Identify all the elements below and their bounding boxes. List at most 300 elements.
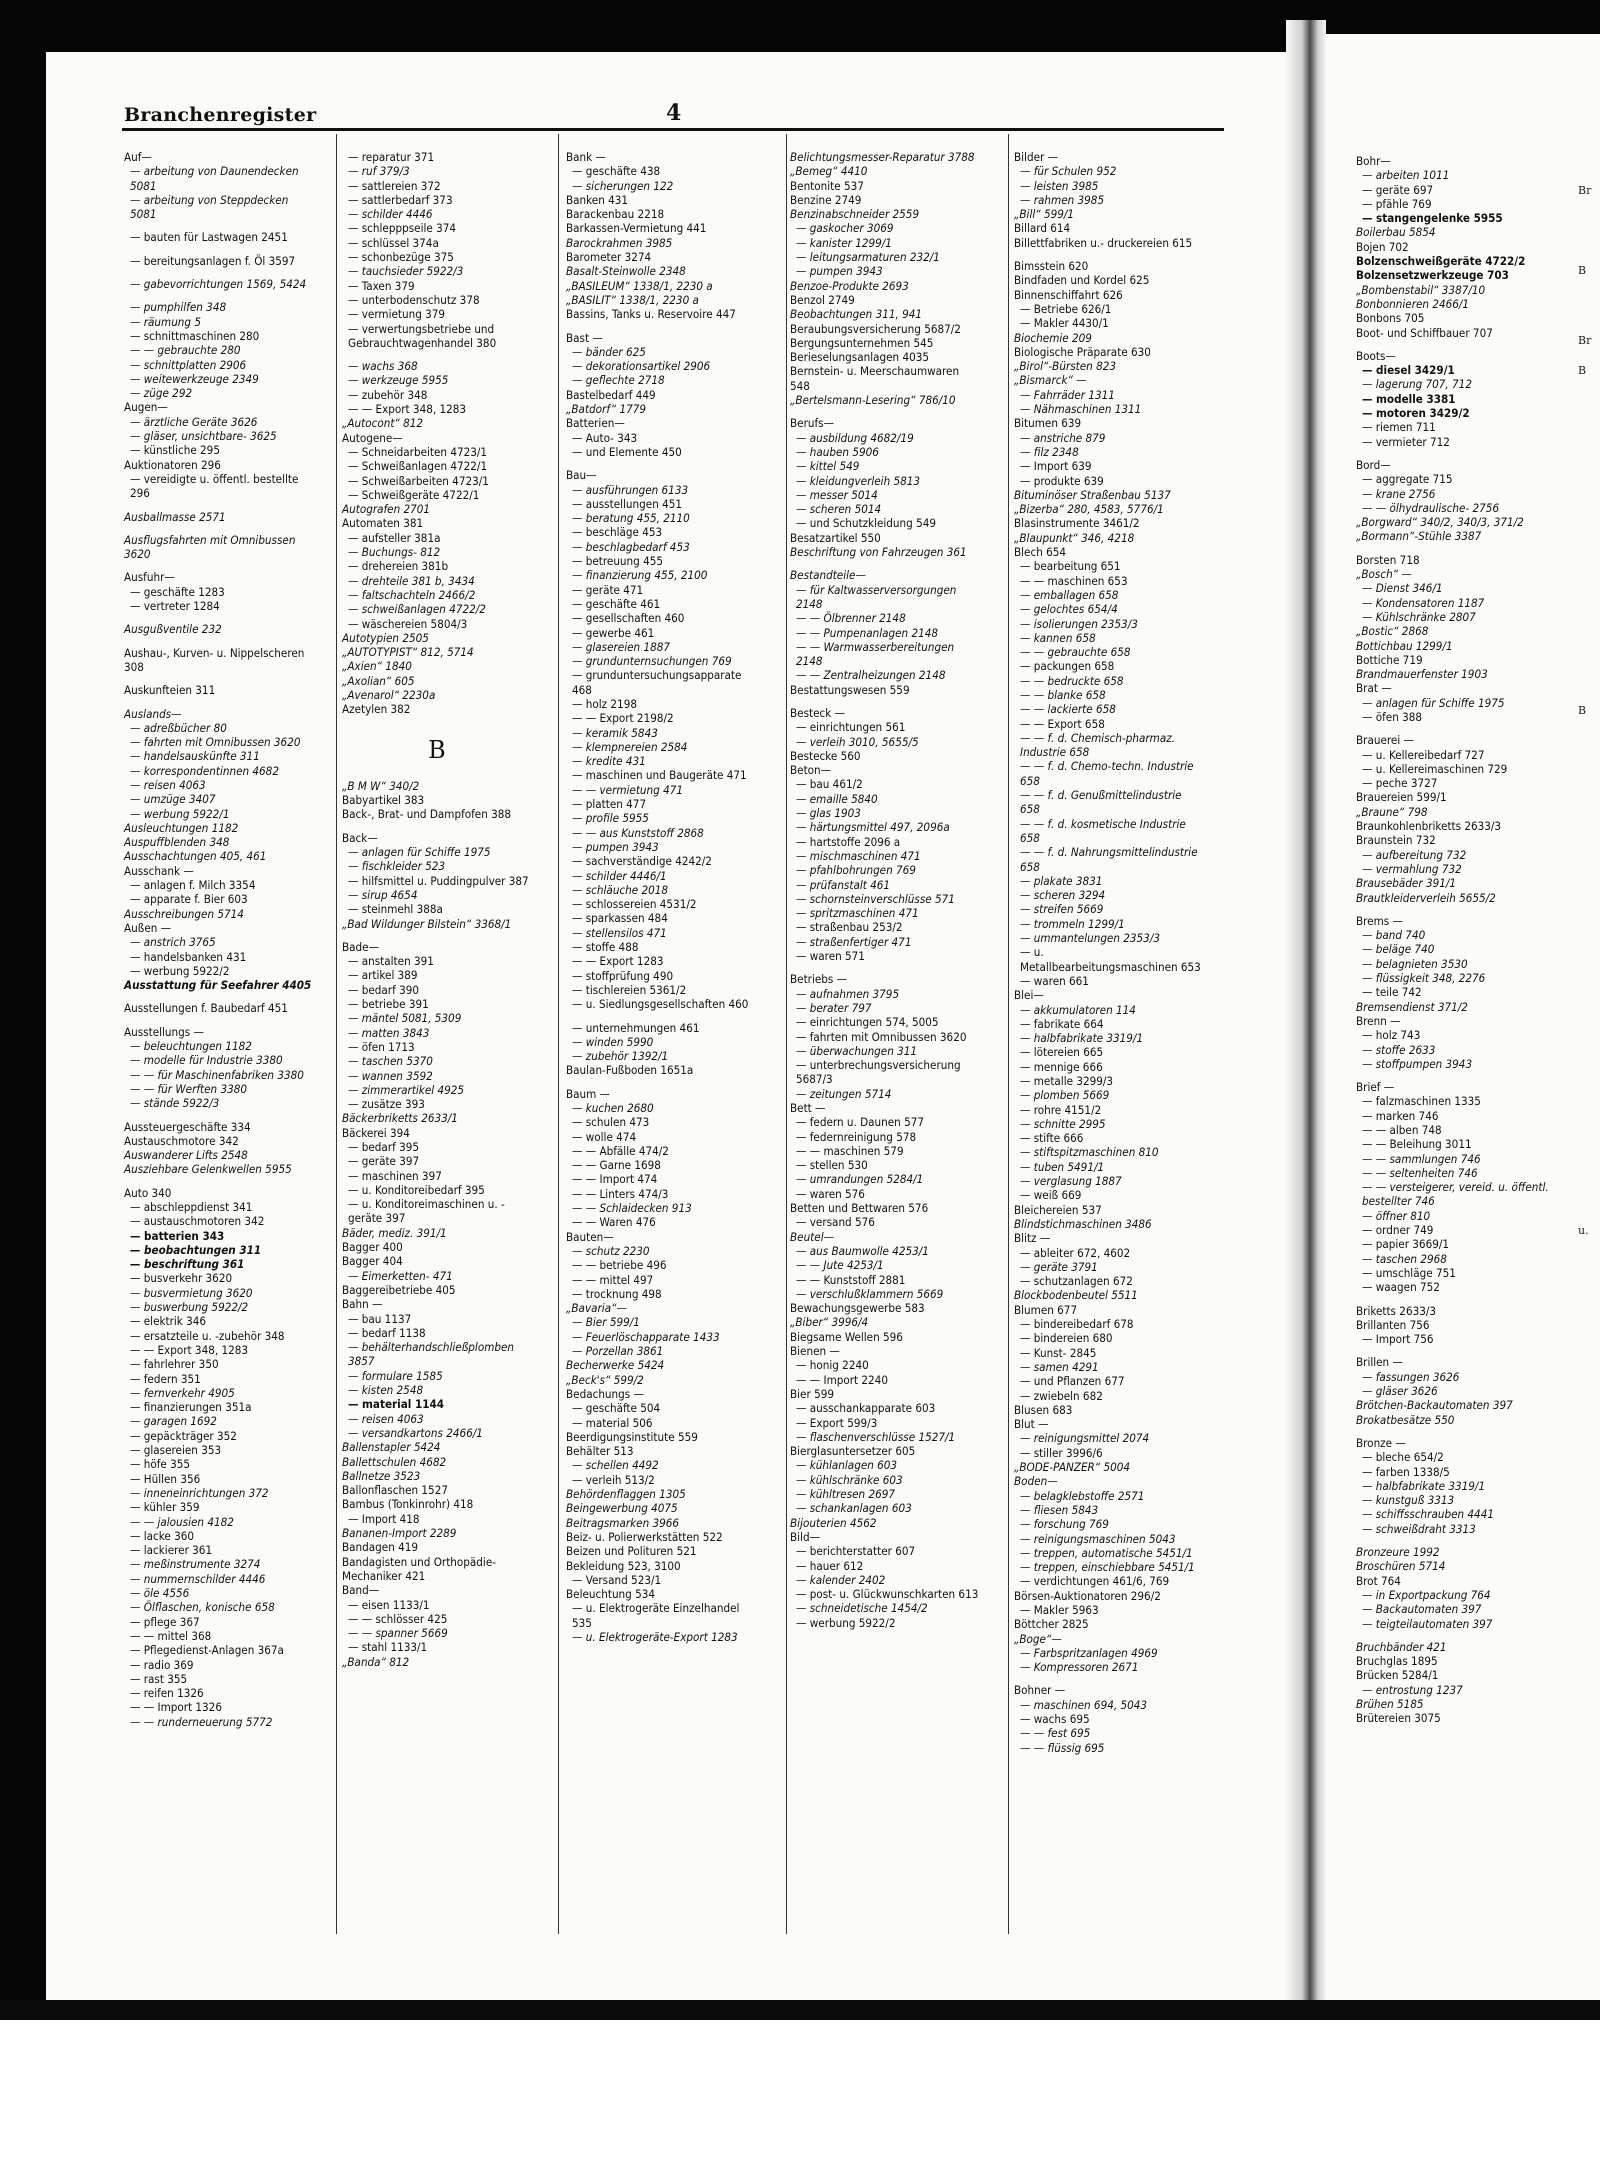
register-entry: — schiffsschrauben 4441 <box>1362 1507 1494 1522</box>
register-entry: — schulen 473 <box>572 1115 650 1130</box>
register-entry: — waren 571 <box>796 949 865 964</box>
register-entry: — Dienst 346/1 <box>1362 581 1443 596</box>
register-entry: — plomben 5669 <box>1020 1088 1110 1103</box>
register-entry: — fahrten mit Omnibussen 3620 <box>796 1029 967 1044</box>
register-entry: Beitragsmarken 3966 <box>566 1515 680 1530</box>
register-entry: — spritzmaschinen 471 <box>796 906 919 921</box>
register-column-3 <box>566 150 756 1644</box>
register-entry: Autografen 2701 <box>342 502 431 517</box>
register-entry: — papier 3669/1 <box>1362 1237 1449 1252</box>
register-entry: Benzol 2749 <box>790 292 855 307</box>
register-entry: — glas 1903 <box>796 806 861 821</box>
register-entry: — belagklebstoffe 2571 <box>1020 1488 1145 1503</box>
register-entry: — — Export 348, 1283 <box>130 1342 249 1357</box>
register-entry: — federn u. Daunen 577 <box>796 1115 925 1130</box>
register-entry: — stoffe 488 <box>572 940 639 955</box>
register-entry: — Eimerketten- 471 <box>348 1268 453 1283</box>
register-entry: Bottiche 719 <box>1356 652 1423 667</box>
register-entry: — — f. d. Genußmittelindustrie 658 <box>1020 788 1182 817</box>
register-entry: — riemen 711 <box>1362 420 1436 435</box>
register-entry: — u. Elektrogeräte-Export 1283 <box>572 1629 738 1644</box>
register-entry: — umschläge 751 <box>1362 1265 1456 1280</box>
register-entry: — schneidetische 1454/2 <box>796 1601 928 1616</box>
register-entry: — öle 4556 <box>130 1586 190 1601</box>
register-entry: Brühen 5185 <box>1356 1696 1424 1711</box>
register-entry: — bleche 654/2 <box>1362 1450 1444 1465</box>
register-entry: „Bizerba“ 280, 4583, 5776/1 <box>1014 502 1164 517</box>
register-entry: — wannen 3592 <box>348 1068 433 1083</box>
register-entry: — metalle 3299/3 <box>1020 1074 1114 1088</box>
register-entry: — bauten für Lastwagen 2451 <box>130 230 288 245</box>
register-entry: — kühlanlagen 603 <box>796 1458 898 1473</box>
register-entry: — und Schutzkleidung 549 <box>796 516 936 531</box>
register-entry: Barkassen-Vermietung 441 <box>566 221 707 236</box>
register-entry: — überwachungen 311 <box>796 1043 918 1058</box>
register-entry: — für Schulen 952 <box>1020 164 1117 179</box>
register-entry: Benzine 2749 <box>790 192 862 207</box>
register-entry: — einrichtungen 574, 5005 <box>796 1015 939 1030</box>
register-entry: Bienen — <box>790 1344 840 1359</box>
register-entry: — gepäckträger 352 <box>130 1428 237 1443</box>
register-entry: Ausstellungen f. Baubedarf 451 <box>124 1001 288 1016</box>
register-entry: Austauschmotore 342 <box>124 1133 239 1148</box>
register-entry: „Batdorf“ 1779 <box>566 402 647 417</box>
register-entry: Boots— <box>1356 348 1396 363</box>
register-entry: — band 740 <box>1362 928 1426 943</box>
register-entry: Beraubungsversicherung 5687/2 <box>790 321 961 336</box>
register-entry: Auktionatoren 296 <box>124 457 221 472</box>
register-entry: — sirup 4654 <box>348 887 418 902</box>
register-entry: — aufsteller 381a <box>348 530 441 545</box>
register-entry: — Ölflaschen, konische 658 <box>130 1600 275 1615</box>
register-entry: — einrichtungen 561 <box>796 720 906 735</box>
register-entry: Bernstein- u. Meerschaumwaren 548 <box>790 364 960 393</box>
register-entry: — verschlußklammern 5669 <box>796 1286 944 1301</box>
right-page <box>1326 34 1600 2000</box>
register-entry: Börsen-Auktionatoren 296/2 <box>1014 1588 1161 1603</box>
register-entry: Benzinabschneider 2559 <box>790 207 920 222</box>
register-entry: — schnittplatten 2906 <box>130 357 247 372</box>
register-entry: — Export 599/3 <box>796 1415 878 1430</box>
register-entry: — fliesen 5843 <box>1020 1502 1099 1517</box>
register-entry: — honig 2240 <box>796 1358 869 1373</box>
register-entry: — teigteilautomaten 397 <box>1362 1616 1493 1631</box>
register-entry: Ballenstapler 5424 <box>342 1440 441 1455</box>
register-entry: Blasinstrumente 3461/2 <box>1014 516 1140 531</box>
register-entry: — fabrikate 664 <box>1020 1016 1104 1031</box>
register-entry: — anlagen f. Milch 3354 <box>130 878 256 893</box>
register-entry: — austauschmotoren 342 <box>130 1214 265 1229</box>
register-entry: — pumpen 3943 <box>572 839 659 854</box>
register-entry: Bilder — <box>1014 150 1059 164</box>
register-column-4 <box>790 150 980 1630</box>
register-entry: — u. Elektrogeräte Einzelhandel 535 <box>572 1601 740 1630</box>
register-entry: Bonbons 705 <box>1356 311 1425 326</box>
register-entry: — stiller 3996/6 <box>1020 1445 1103 1460</box>
register-entry: Blindstichmaschinen 3486 <box>1014 1216 1152 1231</box>
register-entry: — stoffpumpen 3943 <box>1362 1056 1473 1071</box>
register-entry: — material 506 <box>572 1415 653 1430</box>
register-entry: — ruf 379/3 <box>348 164 410 179</box>
register-entry: Belichtungsmesser-Reparatur 3788 <box>790 150 975 164</box>
register-entry: Auskunfteien 311 <box>124 683 216 698</box>
register-entry: — holz 2198 <box>572 696 637 711</box>
register-entry: — — jalousien 4182 <box>130 1514 234 1529</box>
register-entry: — samen 4291 <box>1020 1359 1099 1374</box>
register-entry: — bedarf 390 <box>348 982 419 997</box>
register-entry: — dekorationsartikel 2906 <box>572 359 711 374</box>
register-entry: — gaskocher 3069 <box>796 221 894 236</box>
register-entry: Bewachungsgewerbe 583 <box>790 1301 925 1316</box>
register-entry: Beutel— <box>790 1229 835 1244</box>
register-entry: Batterien— <box>566 416 625 431</box>
register-entry: — — Beleihung 3011 <box>1362 1137 1472 1152</box>
register-entry: — material 1144 <box>348 1397 445 1412</box>
register-entry: — Nähmaschinen 1311 <box>1020 402 1142 417</box>
cut-off-fragment: Br <box>1578 184 1592 197</box>
register-entry: — fischkleider 523 <box>348 859 446 874</box>
register-entry: Beizen und Polituren 521 <box>566 1544 697 1559</box>
register-entry: Automaten 381 <box>342 516 424 531</box>
register-entry: „Bormann“-Stühle 3387 <box>1356 529 1482 544</box>
register-entry: — schutz 2230 <box>572 1243 650 1258</box>
register-entry: — kisten 2548 <box>348 1383 424 1398</box>
register-entry: — grunduntersuchungsapparate 468 <box>572 668 742 697</box>
register-entry: Ausstellungs — <box>124 1024 204 1039</box>
register-entry: Beschriftung von Fahrzeugen 361 <box>790 545 967 560</box>
register-entry: — Versand 523/1 <box>572 1572 662 1587</box>
register-entry: Brauerei — <box>1356 733 1414 748</box>
register-entry: — busverkehr 3620 <box>130 1271 233 1286</box>
register-entry: — schläuche 2018 <box>572 882 669 897</box>
register-entry: — schilder 4446/1 <box>572 868 667 883</box>
register-entry: Ausflugsfahrten mit Omnibussen 3620 <box>124 532 296 562</box>
register-entry: — filz 2348 <box>1020 444 1079 459</box>
register-entry: — — f. d. Nahrungsmittelindustrie 658 <box>1020 845 1198 874</box>
column-divider <box>1008 134 1009 1934</box>
register-entry: — scheren 3294 <box>1020 888 1106 903</box>
register-entry: — berichterstatter 607 <box>796 1544 916 1559</box>
register-entry: — formulare 1585 <box>348 1368 443 1383</box>
register-entry: Bier 599 <box>790 1386 834 1401</box>
register-entry: — maschinen und Baugeräte 471 <box>572 768 747 783</box>
register-entry: — künstliche 295 <box>130 443 220 458</box>
register-entry: — federnreinigung 578 <box>796 1129 917 1144</box>
register-entry: Baum — <box>566 1086 611 1101</box>
register-entry: — pfahlbohrungen 769 <box>796 863 916 878</box>
register-entry: — sparkassen 484 <box>572 911 668 926</box>
register-entry: — Farbspritzanlagen 4969 <box>1020 1645 1158 1660</box>
register-entry: — hilfsmittel u. Puddingpulver 387 <box>348 873 529 888</box>
register-entry: — matten 3843 <box>348 1025 430 1040</box>
register-entry: Bitumen 639 <box>1014 416 1082 431</box>
register-entry: — geflechte 2718 <box>572 373 665 388</box>
register-entry: Basalt-Steinwolle 2348 <box>566 264 686 279</box>
register-entry: — handelsbanken 431 <box>130 949 247 964</box>
register-entry: — treppen, einschiebbare 5451/1 <box>1020 1560 1195 1575</box>
register-entry: — produkte 639 <box>1020 473 1104 488</box>
register-entry: — kuchen 2680 <box>572 1101 654 1115</box>
register-entry: — Makler 4430/1 <box>1020 316 1109 331</box>
register-entry: Bastelbedarf 449 <box>566 387 656 402</box>
register-entry: Bolzenschweißgeräte 4722/2 <box>1356 254 1526 269</box>
register-entry: — reparatur 371 <box>348 150 435 164</box>
register-entry: — trommeln 1299/1 <box>1020 916 1125 931</box>
register-entry: — korrespondentinnen 4682 <box>130 763 279 778</box>
register-entry: Beobachtungen 311, 941 <box>790 307 923 322</box>
register-entry: — zubehör 1392/1 <box>572 1049 669 1064</box>
register-entry: „Bertelsmann-Lesering“ 786/10 <box>790 393 956 408</box>
register-entry: — klempnereien 2584 <box>572 739 688 754</box>
register-entry: — — vermietung 471 <box>572 782 683 797</box>
register-entry: — sattlereien 372 <box>348 178 441 193</box>
register-entry: Babyartikel 383 <box>342 793 425 808</box>
register-entry: — federn 351 <box>130 1371 201 1386</box>
register-entry: — anstalten 391 <box>348 954 434 969</box>
register-entry: — ausführungen 6133 <box>572 482 689 497</box>
register-column-2 <box>342 150 532 1669</box>
cut-off-fragment: B <box>1578 264 1587 277</box>
page-title: Branchenregister <box>124 104 317 126</box>
register-entry: — Fahrräder 1311 <box>1020 387 1115 402</box>
register-entry: — lagerung 707, 712 <box>1362 377 1472 392</box>
register-entry: — stifte 666 <box>1020 1131 1084 1146</box>
register-entry: — zimmerartikel 4925 <box>348 1082 465 1097</box>
register-entry: Barometer 3274 <box>566 250 652 265</box>
register-entry: — Backautomaten 397 <box>1362 1602 1482 1617</box>
register-entry: — straßenfertiger 471 <box>796 934 912 949</box>
register-entry: — — maschinen 579 <box>796 1143 904 1158</box>
register-entry: Brötchen-Backautomaten 397 <box>1356 1398 1513 1413</box>
register-entry: — abschleppdienst 341 <box>130 1200 253 1214</box>
register-entry: Bassins, Tanks u. Reservoire 447 <box>566 307 736 322</box>
register-entry: — schornsteinverschlüsse 571 <box>796 891 955 906</box>
register-entry: — sachverständige 4242/2 <box>572 854 712 869</box>
register-entry: — keramik 5843 <box>572 725 658 740</box>
register-entry: Brems — <box>1356 913 1403 928</box>
register-entry: Brücken 5284/1 <box>1356 1668 1439 1683</box>
register-entry: Auto 340 <box>124 1185 172 1200</box>
register-entry: — schlüssel 374a <box>348 235 439 250</box>
register-entry: — ummantelungen 2353/3 <box>1020 931 1160 946</box>
register-entry: Benzoe-Produkte 2693 <box>790 278 909 293</box>
register-entry: — bedarf 1138 <box>348 1325 426 1340</box>
register-entry: Besatzartikel 550 <box>790 530 881 545</box>
register-entry: — wolle 474 <box>572 1129 637 1144</box>
register-entry: — packungen 658 <box>1020 659 1115 674</box>
register-entry: — stellensilos 471 <box>572 925 667 940</box>
register-entry: Bestecke 560 <box>790 748 861 763</box>
register-entry: — geräte 697 <box>1362 182 1434 197</box>
register-entry: Ballonflaschen 1527 <box>342 1483 448 1498</box>
register-entry: Betriebs — <box>790 972 848 987</box>
register-entry: Aussteuergeschäfte 334 <box>124 1119 251 1134</box>
register-entry: — scheren 5014 <box>796 502 882 517</box>
register-entry: — stände 5922/3 <box>130 1096 220 1111</box>
register-entry: — ausschankapparate 603 <box>796 1401 936 1416</box>
register-entry: Bituminöser Straßenbau 5137 <box>1014 487 1171 502</box>
register-entry: — — seltenheiten 746 <box>1362 1165 1478 1180</box>
register-entry: — in Exportpackung 764 <box>1362 1587 1491 1602</box>
register-entry: — kredite 431 <box>572 754 646 769</box>
register-entry: Binnenschiffahrt 626 <box>1014 287 1123 302</box>
register-entry: — — Linters 474/3 <box>572 1186 669 1201</box>
register-entry: — verglasung 1887 <box>1020 1174 1122 1189</box>
register-entry: — beschläge 453 <box>572 525 663 540</box>
register-entry: „BASILEUM“ 1338/1, 2230 a <box>566 278 713 293</box>
register-entry: — — f. d. Chemo-techn. Industrie 658 <box>1020 759 1194 788</box>
register-entry: Back-, Brat- und Dampfofen 388 <box>342 807 512 822</box>
register-entry: Bandagen 419 <box>342 1540 419 1555</box>
register-entry: — geräte 397 <box>348 1154 420 1169</box>
register-entry: — faltschachteln 2466/2 <box>348 587 476 602</box>
register-entry: Braunkohlenbriketts 2633/3 <box>1356 819 1502 834</box>
register-entry: — kittel 549 <box>796 459 860 474</box>
register-entry: Boilerbau 5854 <box>1356 225 1436 240</box>
register-entry: — behälterhandschließplomben 3857 <box>348 1340 515 1369</box>
register-entry: — modelle 3381 <box>1362 391 1456 406</box>
register-entry: — u. Kellereimaschinen 729 <box>1362 761 1508 776</box>
register-entry: — betriebe 391 <box>348 997 429 1012</box>
register-entry: — aggregate 715 <box>1362 472 1453 487</box>
register-entry: — bindereibedarf 678 <box>1020 1317 1134 1332</box>
register-entry: Auslands— <box>124 706 182 721</box>
register-entry: — — sammlungen 746 <box>1362 1151 1481 1166</box>
column-divider <box>786 134 787 1934</box>
register-entry: — lackierer 361 <box>130 1543 213 1558</box>
register-entry: Bäckerbriketts 2633/1 <box>342 1111 458 1126</box>
register-entry: — Pflegedienst-Anlagen 367a <box>130 1643 284 1658</box>
register-entry: — — maschinen 653 <box>1020 573 1128 588</box>
register-entry: — — Import 474 <box>572 1172 658 1187</box>
register-entry: — ausbildung 4682/19 <box>796 430 914 445</box>
register-entry: — inneneinrichtungen 372 <box>130 1485 269 1500</box>
register-entry: „Axolian“ 605 <box>342 673 415 688</box>
column-divider <box>336 134 337 1934</box>
register-entry: — Kühlschränke 2807 <box>1362 609 1476 624</box>
register-entry: Borsten 718 <box>1356 552 1420 567</box>
register-entry: — werkzeuge 5955 <box>348 373 449 388</box>
register-entry: Beiz- u. Polierwerkstätten 522 <box>566 1529 723 1544</box>
register-entry: — beschriftung 361 <box>130 1257 245 1272</box>
register-entry: — verleih 3010, 5655/5 <box>796 734 919 749</box>
register-entry: — Schweißanlagen 4722/1 <box>348 459 488 474</box>
register-entry: — verdichtungen 461/6, 769 <box>1020 1574 1170 1589</box>
register-entry: — bau 461/2 <box>796 777 863 792</box>
register-entry: — betreuung 455 <box>572 554 664 569</box>
register-entry: — nummernschilder 4446 <box>130 1571 266 1586</box>
register-entry: — tuben 5491/1 <box>1020 1159 1105 1174</box>
register-entry: „Banda“ 812 <box>342 1654 410 1669</box>
register-entry: — kannen 658 <box>1020 630 1096 645</box>
register-entry: — unterbrechungsversicherung 5687/3 <box>796 1058 961 1087</box>
register-entry: — ärztliche Geräte 3626 <box>130 414 258 429</box>
register-entry: — plakate 3831 <box>1020 873 1103 888</box>
register-entry: — winden 5990 <box>572 1034 654 1049</box>
scan-border-left <box>0 0 46 2020</box>
register-entry: — zusätze 393 <box>348 1097 425 1112</box>
register-entry: Bimsstein 620 <box>1014 259 1089 274</box>
register-entry: — — Jute 4253/1 <box>796 1258 884 1273</box>
register-entry: — pumpen 3943 <box>796 264 883 279</box>
register-entry: — — f. d. kosmetische Industrie 658 <box>1020 816 1186 845</box>
register-entry: Blumen 677 <box>1014 1302 1078 1317</box>
register-entry: — anlagen für Schiffe 1975 <box>1362 695 1505 710</box>
register-entry: Bade— <box>342 939 380 954</box>
register-entry: — Auto- 343 <box>572 430 638 445</box>
register-entry: „Bavaria“— <box>566 1301 627 1316</box>
register-entry: — adreßbücher 80 <box>130 720 227 735</box>
register-entry: Bruchbänder 421 <box>1356 1639 1447 1654</box>
header-rule <box>122 128 1224 131</box>
register-entry: — — Kunststoff 2881 <box>796 1272 906 1287</box>
register-entry: Blusen 683 <box>1014 1402 1073 1417</box>
register-entry: — trocknung 498 <box>572 1286 662 1301</box>
cut-off-fragment: B <box>1578 364 1587 377</box>
register-entry: — bedarf 395 <box>348 1140 419 1154</box>
register-entry: Brausebäder 391/1 <box>1356 876 1457 891</box>
register-entry: — für Kaltwasserversorgungen 2148 <box>796 582 957 611</box>
register-entry: — waren 576 <box>796 1186 865 1201</box>
register-entry: — bau 1137 <box>348 1311 412 1326</box>
register-entry: — stoffe 2633 <box>1362 1042 1436 1057</box>
register-entry: — — spanner 5669 <box>348 1626 448 1641</box>
register-entry: — zubehör 348 <box>348 387 428 402</box>
register-entry: — u. Konditoreibedarf 395 <box>348 1182 485 1197</box>
register-entry: Bentonite 537 <box>790 178 864 193</box>
register-entry: Ausschreibungen 5714 <box>124 906 244 921</box>
register-entry: — härtungsmittel 497, 2096a <box>796 820 950 835</box>
register-entry: Brillanten 756 <box>1356 1317 1430 1332</box>
register-entry: — vermieter 712 <box>1362 434 1450 449</box>
register-entry: Betten und Bettwaren 576 <box>790 1201 929 1216</box>
register-entry: — prüfanstalt 461 <box>796 877 891 892</box>
register-entry: — werbung 5922/1 <box>130 806 230 821</box>
register-entry: — leitungsarmaturen 232/1 <box>796 250 940 265</box>
register-entry: „Autocont“ 812 <box>342 416 424 431</box>
register-entry: — beratung 455, 2110 <box>572 511 690 526</box>
register-entry: „Bosch“ — <box>1356 567 1412 582</box>
register-entry: „B M W“ 340/2 <box>342 778 420 793</box>
register-entry: — drehereien 381b <box>348 559 449 574</box>
register-entry: — mäntel 5081, 5309 <box>348 1011 462 1026</box>
register-entry: — — runderneuerung 5772 <box>130 1714 273 1729</box>
register-entry: — Kunst- 2845 <box>1020 1345 1097 1360</box>
register-entry: Besteck — <box>790 705 846 720</box>
register-entry: — — für Werften 3380 <box>130 1081 248 1096</box>
register-entry: — halbfabrikate 3319/1 <box>1362 1478 1486 1493</box>
register-entry: — belagnieten 3530 <box>1362 956 1468 971</box>
register-entry: — Kondensatoren 1187 <box>1362 595 1485 610</box>
register-entry: Bindfaden und Kordel 625 <box>1014 273 1150 288</box>
register-entry: — hauer 612 <box>796 1558 864 1573</box>
register-entry: Berufs— <box>790 416 835 431</box>
register-entry: — stangengelenke 5955 <box>1362 211 1503 226</box>
register-entry: — eisen 1133/1 <box>348 1597 430 1612</box>
register-entry: Baggereibetriebe 405 <box>342 1282 456 1297</box>
register-entry: Behälter 513 <box>566 1444 634 1459</box>
register-entry: — bindereien 680 <box>1020 1331 1113 1346</box>
register-entry: — aus Baumwolle 4253/1 <box>796 1243 929 1258</box>
page-number: 4 <box>666 100 682 126</box>
cut-off-fragment: u. <box>1578 1224 1589 1237</box>
register-entry: — gabevorrichtungen 1569, 5424 <box>130 277 307 292</box>
register-entry: — halbfabrikate 3319/1 <box>1020 1031 1144 1046</box>
register-entry: Brief — <box>1356 1080 1395 1095</box>
register-entry: — öfen 388 <box>1362 709 1423 724</box>
register-entry: — sicherungen 122 <box>572 178 674 193</box>
register-entry: — — schlösser 425 <box>348 1611 448 1626</box>
